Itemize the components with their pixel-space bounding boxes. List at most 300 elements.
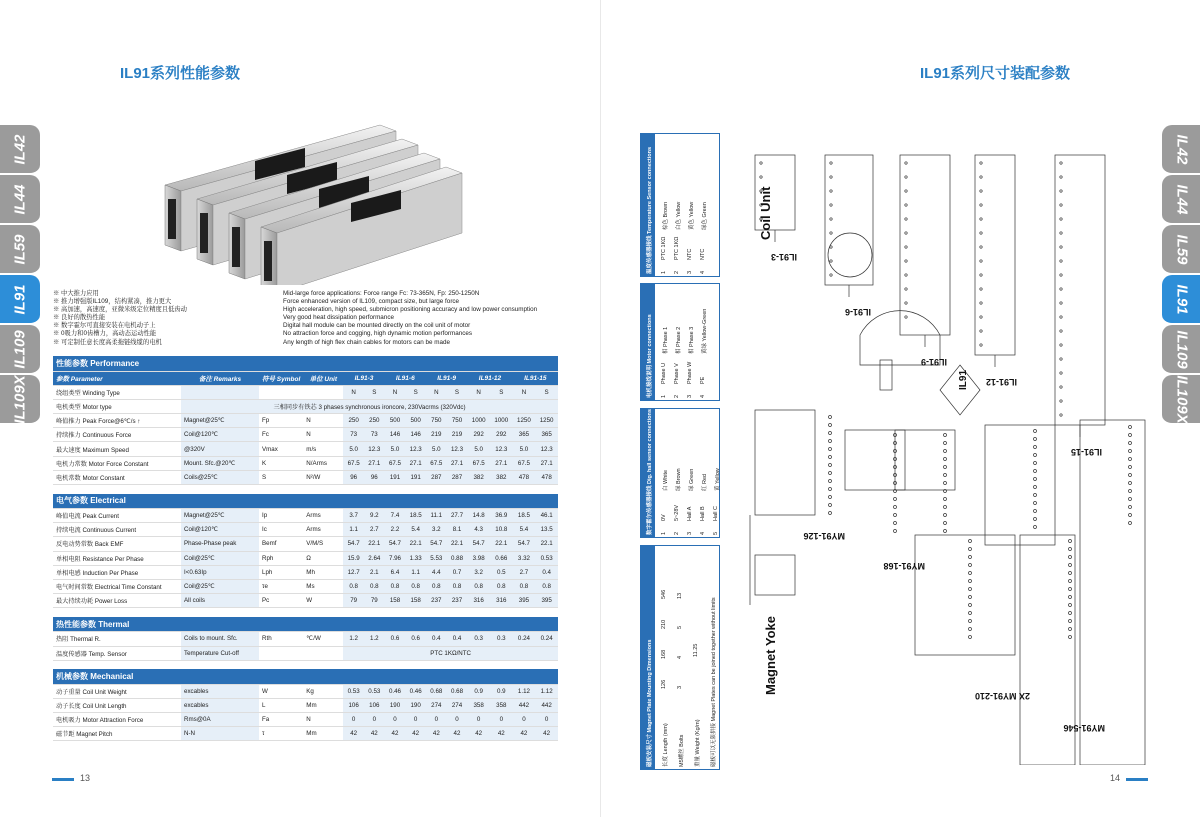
remarks-cell: Magnet@25℃ <box>181 509 259 523</box>
value-cell: 15.9 <box>343 551 364 565</box>
connection-cell: 3 <box>687 394 693 398</box>
bolt-hole <box>980 302 982 304</box>
value-cell: 0.8 <box>447 579 468 593</box>
yoke-hole <box>944 522 947 525</box>
value-cell: 18.5 <box>405 509 426 523</box>
page-gutter <box>600 0 601 817</box>
yoke-hole <box>1034 470 1037 473</box>
table-row <box>53 523 558 537</box>
value-cell: 4.3 <box>467 523 490 537</box>
drawing-label: IL91-3 <box>770 252 797 262</box>
value-cell: 1000 <box>490 414 513 428</box>
bolt-hole <box>1060 316 1062 318</box>
value-cell: 73 <box>364 428 385 442</box>
side-tab-il59-left[interactable] <box>0 225 40 275</box>
param-cell: 磁节距 Magnet Pitch <box>53 727 181 741</box>
table-row <box>53 713 558 727</box>
value-cell: 13.5 <box>535 523 558 537</box>
yoke-hole <box>1069 548 1072 551</box>
value-cell: 0.4 <box>447 632 468 646</box>
symbol-cell <box>259 646 303 660</box>
remarks-cell: Magnet@25℃ <box>181 414 259 428</box>
drawing-label: MY91-126 <box>803 531 845 541</box>
bolt-hole <box>830 204 832 206</box>
drawing-label: Magnet Yoke <box>763 616 778 695</box>
value-cell: 12.7 <box>343 565 364 579</box>
symbol-cell: Lph <box>259 565 303 579</box>
value-cell: 0.8 <box>535 579 558 593</box>
unit-cell: Mh <box>303 565 343 579</box>
value-cell: 12.3 <box>405 442 426 456</box>
header-model: IL91-6 <box>385 371 426 385</box>
yoke-hole <box>969 572 972 575</box>
yoke-hole <box>1069 620 1072 623</box>
feature-en: Force enhanced version of IL109, compact size, but large force <box>283 298 460 306</box>
value-cell: 2.1 <box>364 565 385 579</box>
remarks-cell: Mount. Sfc.@20℃ <box>181 456 259 470</box>
value-cell: 79 <box>343 594 364 608</box>
drawing-outline <box>1055 155 1105 425</box>
value-cell: 0.46 <box>405 684 426 698</box>
side-tab-label: IL59 <box>1173 233 1191 265</box>
side-tab-label: IL44 <box>11 183 29 215</box>
side-tab-il44-left[interactable] <box>0 175 40 225</box>
value-cell: 146 <box>405 428 426 442</box>
connection-table-title: 温度传感器接线 Temperature Sensor connections <box>647 146 653 274</box>
param-cell: 单相电阻 Resistance Per Phase <box>53 551 181 565</box>
value-cell: 0.4 <box>426 632 447 646</box>
value-cell: 9.2 <box>364 509 385 523</box>
side-tab-il42-right[interactable] <box>1162 125 1200 175</box>
right-page-title: IL91系列尺寸装配参数 <box>920 65 1071 82</box>
connection-cell: 3 <box>687 270 693 274</box>
bolt-hole <box>905 232 907 234</box>
page-number-right: 14 <box>1110 773 1121 783</box>
value-cell: 478 <box>535 470 558 484</box>
drawing-label: IL91-9 <box>920 357 947 367</box>
symbol-cell: Fc <box>259 428 303 442</box>
value-cell: 0.88 <box>447 551 468 565</box>
bolt-hole <box>905 302 907 304</box>
merged-cell: 三相同步有铁芯 3 phases synchronous ironcore, 230Vacrms (320Vdc) <box>181 399 558 413</box>
value-cell: 22.1 <box>535 537 558 551</box>
side-tab-il109x-left[interactable] <box>0 375 40 425</box>
side-tab-il44-right[interactable] <box>1162 175 1200 225</box>
table-row <box>53 470 558 484</box>
yoke-hole <box>829 472 832 475</box>
table-row <box>53 646 558 660</box>
bolt-hole <box>1060 358 1062 360</box>
drawing-outline <box>1080 420 1145 765</box>
yoke-hole <box>1069 564 1072 567</box>
remarks-cell: Coil@120℃ <box>181 428 259 442</box>
value-cell: 3.7 <box>343 509 364 523</box>
symbol-cell: Vmax <box>259 442 303 456</box>
side-tab-il109-right[interactable] <box>1162 325 1200 375</box>
merged-value-cell: PTC 1KΩ/NTC <box>343 646 558 660</box>
yoke-hole <box>1129 434 1132 437</box>
bolt-hole <box>1060 302 1062 304</box>
mount-cell: 13 <box>677 592 683 599</box>
value-cell: 190 <box>385 698 406 712</box>
side-tab-il109x-right[interactable] <box>1162 375 1200 425</box>
value-cell: 8.1 <box>447 523 468 537</box>
table-row <box>53 594 558 608</box>
yoke-hole <box>1069 540 1072 543</box>
yoke-hole <box>944 450 947 453</box>
yoke-hole <box>1069 588 1072 591</box>
section-title: 电气参数 Electrical <box>53 494 558 509</box>
connection-cell: 1 <box>661 531 667 535</box>
yoke-hole <box>1034 446 1037 449</box>
value-cell: 27.1 <box>405 456 426 470</box>
motor-product-image <box>150 115 550 285</box>
bolt-hole <box>980 218 982 220</box>
drawing-outline <box>755 410 815 515</box>
feature-cn: ※ 中大推力应用 <box>53 290 99 297</box>
bolt-hole <box>905 274 907 276</box>
header-model: IL91-9 <box>426 371 467 385</box>
mount-note: 磁板可以无限拼接 Magnet Plates can be joined together without limits <box>711 597 717 767</box>
connection-cell: 2 <box>674 270 680 274</box>
value-cell: 0.8 <box>426 579 447 593</box>
yoke-hole <box>1069 572 1072 575</box>
connection-table <box>640 133 720 277</box>
value-cell: 96 <box>343 470 364 484</box>
side-tab-il91-left[interactable] <box>0 275 40 325</box>
value-cell: 5.0 <box>513 442 536 456</box>
param-cell: 动子重量 Coil Unit Weight <box>53 684 181 698</box>
symbol-cell: Ip <box>259 509 303 523</box>
value-cell: 191 <box>405 470 426 484</box>
value-cell: 5.0 <box>426 442 447 456</box>
yoke-hole <box>1069 580 1072 583</box>
connection-cell: 1 <box>661 394 667 398</box>
yoke-hole <box>1034 462 1037 465</box>
mount-table-title: 磁板安装尺寸 Magnet Plate Mounting Dimensions <box>647 639 653 767</box>
value-cell: 442 <box>513 698 536 712</box>
drawing-label: IL91-6 <box>844 307 871 317</box>
remarks-cell: excables <box>181 684 259 698</box>
value-cell: 146 <box>385 428 406 442</box>
value-cell: 42 <box>513 727 536 741</box>
value-cell: 106 <box>343 698 364 712</box>
bolt-hole <box>1060 176 1062 178</box>
yoke-hole <box>969 580 972 583</box>
bolt-hole <box>905 246 907 248</box>
bolt-hole <box>760 162 762 164</box>
yoke-hole <box>829 488 832 491</box>
value-cell: 96 <box>364 470 385 484</box>
yoke-hole <box>1034 478 1037 481</box>
symbol-cell: Fa <box>259 713 303 727</box>
yoke-hole <box>1069 604 1072 607</box>
side-tab-il109-left[interactable] <box>0 325 40 375</box>
value-cell: 1.12 <box>513 684 536 698</box>
value-cell: 0 <box>467 713 490 727</box>
value-cell: 106 <box>364 698 385 712</box>
param-cell: 持续推力 Continuous Force <box>53 428 181 442</box>
value-cell: 158 <box>405 594 426 608</box>
yoke-hole <box>1034 502 1037 505</box>
param-cell: 电机力常数 Motor Force Constant <box>53 456 181 470</box>
param-cell: 峰值推力 Peak Force@6℃/s ↑ <box>53 414 181 428</box>
unit-cell: N <box>303 428 343 442</box>
side-tab-il42-left[interactable] <box>0 125 40 175</box>
value-cell: 395 <box>535 594 558 608</box>
value-cell: 395 <box>513 594 536 608</box>
table-row <box>53 456 558 470</box>
drawing-outline <box>755 555 795 595</box>
table-row <box>53 414 558 428</box>
bolt-hole <box>980 316 982 318</box>
section-gap <box>53 660 558 669</box>
connection-cell: 棕色 Brown <box>663 201 669 230</box>
unit-cell: N <box>303 713 343 727</box>
value-cell: 287 <box>426 470 447 484</box>
value-cell: 3.98 <box>467 551 490 565</box>
value-cell: 10.8 <box>490 523 513 537</box>
left-page-title: IL91系列性能参数 <box>120 65 241 82</box>
side-tab-il91-right[interactable] <box>1162 275 1200 325</box>
value-cell: S <box>490 385 513 399</box>
yoke-hole <box>1034 486 1037 489</box>
yoke-hole <box>829 464 832 467</box>
value-cell: 0.24 <box>513 632 536 646</box>
mount-cell: 重量 Weight (Kg/m) <box>695 719 701 767</box>
connection-cell: 白 White <box>663 469 669 491</box>
yoke-hole <box>894 506 897 509</box>
value-cell: 0 <box>364 713 385 727</box>
bolt-hole <box>1060 246 1062 248</box>
yoke-hole <box>1129 522 1132 525</box>
param-cell: 最大速度 Maximum Speed <box>53 442 181 456</box>
connection-cell: Hall B <box>700 506 706 521</box>
side-tab-label: IL42 <box>1173 133 1191 165</box>
bolt-hole <box>980 176 982 178</box>
value-cell: 5.0 <box>385 442 406 456</box>
connection-cell: 5~28V <box>674 504 680 521</box>
value-cell: 3.2 <box>467 565 490 579</box>
bolt-hole <box>1060 330 1062 332</box>
connection-cell: Hall A <box>687 506 693 521</box>
bolt-hole <box>905 260 907 262</box>
header-param: 参数 Parameter <box>53 371 181 385</box>
unit-cell: Ms <box>303 579 343 593</box>
table-row <box>53 442 558 456</box>
value-cell: 42 <box>364 727 385 741</box>
drawing-label: IL91 <box>958 369 969 390</box>
value-cell: 191 <box>385 470 406 484</box>
value-cell: 0.5 <box>490 565 513 579</box>
drawing-outline <box>900 155 950 335</box>
unit-cell: N/Arms <box>303 456 343 470</box>
unit-cell: Arms <box>303 523 343 537</box>
bolt-hole <box>830 232 832 234</box>
symbol-cell: S <box>259 470 303 484</box>
value-cell: 0.7 <box>447 565 468 579</box>
value-cell: 5.4 <box>405 523 426 537</box>
yoke-hole <box>829 512 832 515</box>
section-title: 性能参数 Performance <box>53 356 558 371</box>
value-cell: 1250 <box>535 414 558 428</box>
remarks-cell <box>181 385 259 399</box>
param-cell: 电机类型 Motor type <box>53 399 181 413</box>
page-bar-left <box>52 778 74 781</box>
value-cell: 0 <box>535 713 558 727</box>
yoke-hole <box>944 474 947 477</box>
value-cell: 0.3 <box>467 632 490 646</box>
bolt-hole <box>905 176 907 178</box>
bolt-hole <box>1060 344 1062 346</box>
bolt-hole <box>830 274 832 276</box>
value-cell: 0 <box>385 713 406 727</box>
section-gap <box>53 608 558 617</box>
value-cell: 54.7 <box>426 537 447 551</box>
yoke-hole <box>829 440 832 443</box>
yoke-hole <box>1129 466 1132 469</box>
remarks-cell: All coils <box>181 594 259 608</box>
param-cell: 单相电感 Induction Per Phase <box>53 565 181 579</box>
value-cell: 27.1 <box>490 456 513 470</box>
value-cell: 237 <box>426 594 447 608</box>
bolt-hole <box>1060 386 1062 388</box>
detail-circle <box>828 233 872 277</box>
value-cell: 22.1 <box>490 537 513 551</box>
bolt-hole <box>905 316 907 318</box>
yoke-hole <box>1129 490 1132 493</box>
connection-cell: Phase W <box>687 361 693 384</box>
param-cell: 峰值电流 Peak Current <box>53 509 181 523</box>
remarks-cell: N-N <box>181 727 259 741</box>
connection-cell: PTC 1KΩ <box>674 236 680 260</box>
side-tab-label: IL91 <box>1173 283 1191 315</box>
bolt-hole <box>905 204 907 206</box>
value-cell: 5.0 <box>467 442 490 456</box>
side-tab-label: IL42 <box>11 133 29 165</box>
yoke-hole <box>829 504 832 507</box>
value-cell: 0.66 <box>490 551 513 565</box>
mount-header-cell: 126 <box>661 679 667 689</box>
connection-table <box>640 283 720 401</box>
bolt-hole <box>980 274 982 276</box>
mount-header-cell: 长度 Length (mm) <box>663 723 669 767</box>
value-cell: 358 <box>490 698 513 712</box>
param-cell: 反电动势常数 Back EMF <box>53 537 181 551</box>
connection-cell: 绿 Green <box>689 468 695 491</box>
bolt-hole <box>980 344 982 346</box>
value-cell: 0.53 <box>343 684 364 698</box>
bolt-hole <box>980 190 982 192</box>
unit-cell: Arms <box>303 509 343 523</box>
symbol-cell: Fp <box>259 414 303 428</box>
feature-cn: ※ 可定制任意长度高柔拖链线缆的电机 <box>53 338 162 346</box>
feature-cn: ※ 数字霍尔可直接安装在电机动子上 <box>53 322 156 330</box>
yoke-hole <box>1129 450 1132 453</box>
value-cell: 500 <box>405 414 426 428</box>
remarks-cell: Phase-Phase peak <box>181 537 259 551</box>
value-cell: 42 <box>467 727 490 741</box>
yoke-hole <box>1129 458 1132 461</box>
side-tab-label: IL44 <box>1173 183 1191 215</box>
yoke-hole <box>944 530 947 533</box>
connection-cell: 红 Red <box>702 473 708 491</box>
value-cell: 2.64 <box>364 551 385 565</box>
side-tab-label: IL109 <box>1173 329 1191 369</box>
param-cell: 温度传感器 Temp. Sensor <box>53 646 181 660</box>
yoke-hole <box>829 496 832 499</box>
table-row <box>53 632 558 646</box>
remarks-cell: Rms@0A <box>181 713 259 727</box>
connection-cell: 黄绿 Yellow-Green <box>702 308 708 354</box>
bolt-hole <box>830 176 832 178</box>
value-cell: 79 <box>364 594 385 608</box>
value-cell: 42 <box>385 727 406 741</box>
unit-cell: V/M/S <box>303 537 343 551</box>
value-cell: 11.1 <box>426 509 447 523</box>
value-cell: N <box>426 385 447 399</box>
value-cell: 0.8 <box>467 579 490 593</box>
value-cell: S <box>447 385 468 399</box>
connection-cell: 2 <box>674 531 680 535</box>
connection-cell: 4 <box>700 270 706 274</box>
side-tab-il59-right[interactable] <box>1162 225 1200 275</box>
param-cell: 绕组类型 Winding Type <box>53 385 181 399</box>
section-title: 热性能参数 Thermal <box>53 617 558 632</box>
connection-cell: 1 <box>661 270 667 274</box>
connection-cell: Phase U <box>661 362 667 384</box>
value-cell: 0.3 <box>490 632 513 646</box>
value-cell: 67.5 <box>385 456 406 470</box>
connection-cell: 4 <box>700 394 706 398</box>
bolt-hole <box>830 218 832 220</box>
remarks-cell: Coil@25℃ <box>181 579 259 593</box>
value-cell: 3.2 <box>426 523 447 537</box>
value-cell: 0.8 <box>385 579 406 593</box>
connection-cell: 绿 Brown <box>676 468 682 491</box>
connection-cell: PE <box>700 376 706 384</box>
value-cell: 358 <box>467 698 490 712</box>
section-title-row <box>53 494 558 509</box>
yoke-hole <box>969 636 972 639</box>
yoke-hole <box>1069 628 1072 631</box>
yoke-hole <box>1129 482 1132 485</box>
value-cell: 67.5 <box>426 456 447 470</box>
yoke-hole <box>1034 526 1037 529</box>
value-cell: 0 <box>490 713 513 727</box>
value-cell: 287 <box>447 470 468 484</box>
yoke-hole <box>944 482 947 485</box>
drawing-label: Coil Unit <box>758 186 773 240</box>
value-cell: 27.1 <box>535 456 558 470</box>
symbol-cell: Rth <box>259 632 303 646</box>
yoke-hole <box>1034 510 1037 513</box>
yoke-hole <box>969 540 972 543</box>
value-cell: 0 <box>426 713 447 727</box>
table-row <box>53 385 558 399</box>
value-cell: 2.7 <box>364 523 385 537</box>
unit-cell: W <box>303 594 343 608</box>
value-cell: 0 <box>405 713 426 727</box>
value-cell: 0.68 <box>426 684 447 698</box>
bolt-hole <box>980 232 982 234</box>
param-cell: 热阻 Thermal R. <box>53 632 181 646</box>
yoke-hole <box>1129 498 1132 501</box>
side-tab-label: IL91 <box>11 283 29 315</box>
drawing-label: 2X MY91-210 <box>974 691 1030 701</box>
value-cell: 67.5 <box>513 456 536 470</box>
remarks-cell: Coil@120℃ <box>181 523 259 537</box>
